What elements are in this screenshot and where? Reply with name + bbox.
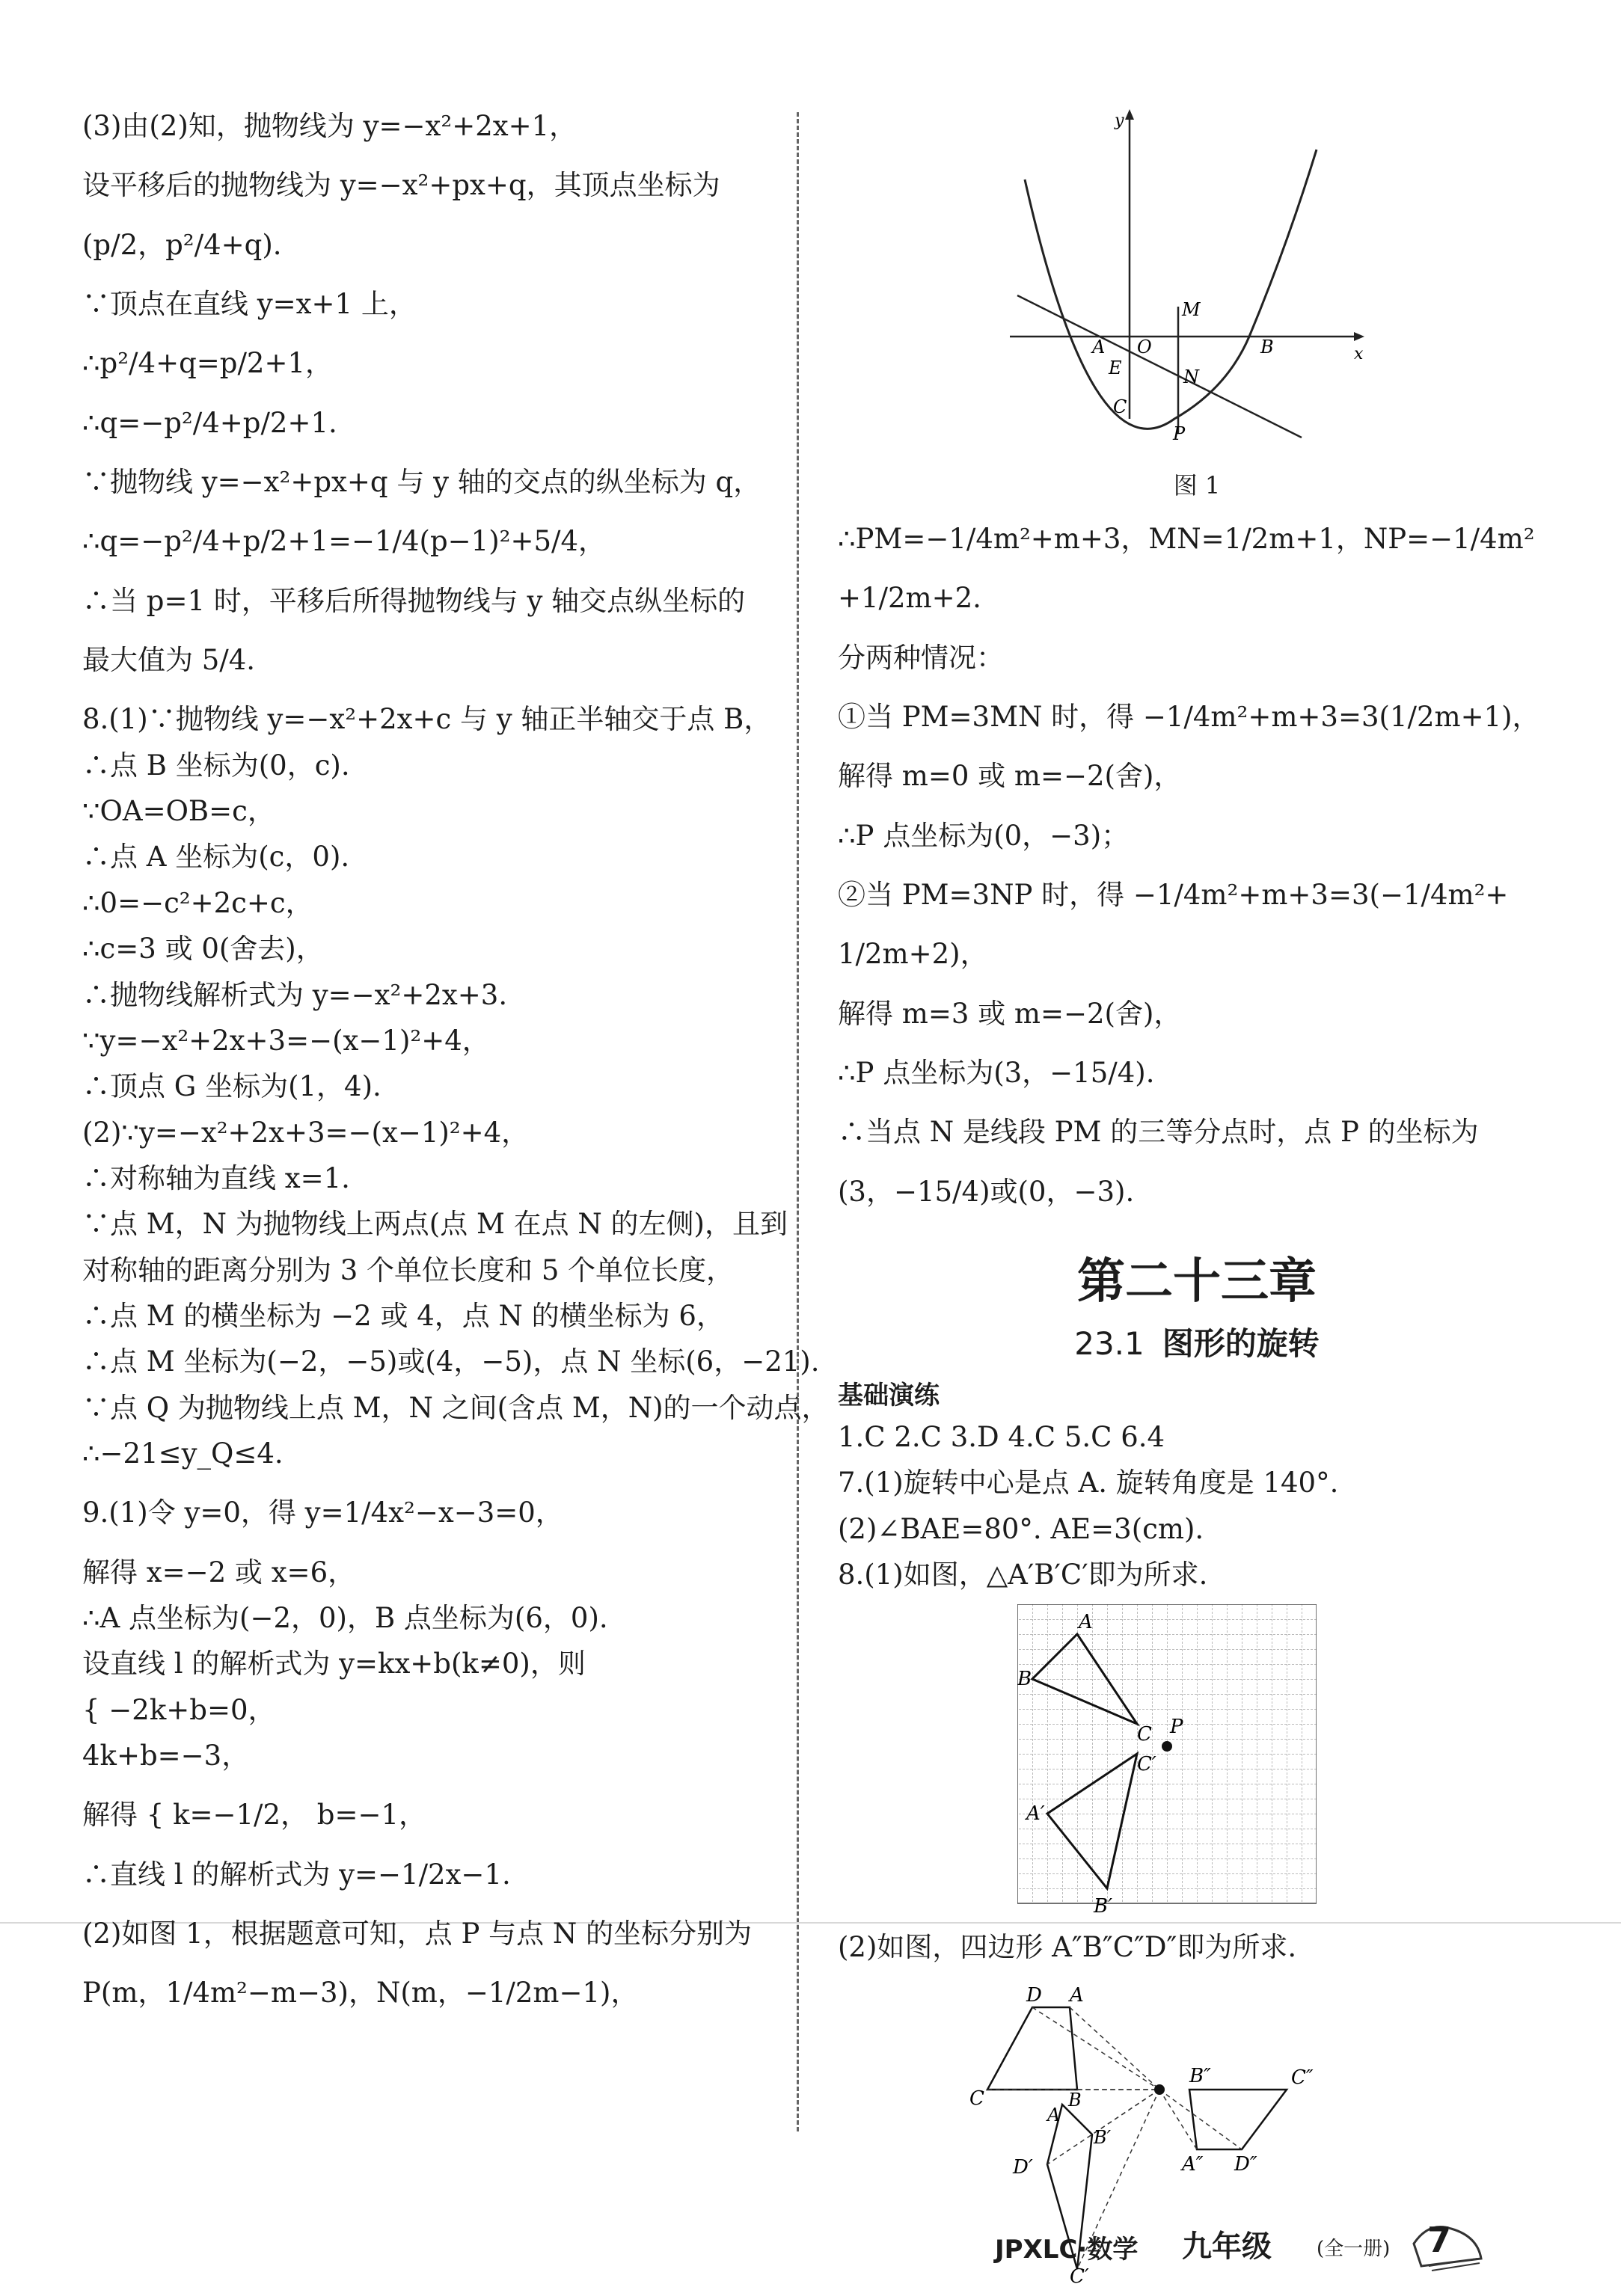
label-d: D [1026,1984,1042,2007]
text-line: ②当 PM=3NP 时，得 −1/4m²+m+3=3(−1/4m²+ [838,879,1509,912]
point-p [1162,1741,1172,1752]
label-a-inner: A [1047,2104,1061,2125]
text-line: ∴点 B 坐标为(0，c). [82,749,350,782]
rotation-center [1154,2084,1165,2095]
construction-line [1159,2090,1242,2149]
construction-line [1070,2007,1159,2090]
text-line: ∴−21≤y_Q≤4. [82,1437,284,1470]
label-c: C [969,2087,984,2110]
answer-line: 1.C 2.C 3.D 4.C 5.C 6.4 [838,1421,1165,1454]
label-e: E [1109,357,1122,378]
label-c: C [1113,396,1127,417]
text-line: ∴q=−p²/4+p/2+1=−1/4(p−1)²+5/4， [82,525,607,558]
label-b-inner: B [1068,2089,1082,2111]
right-column [838,105,1556,2284]
label-b: B [1017,1667,1032,1690]
text-line: ∵OA=OB=c， [82,795,275,828]
label-o: O [1137,337,1152,357]
section-name: 图形的旋转 [1162,1325,1320,1363]
text-line: 4k+b=−3， [82,1740,250,1772]
figure-2-grid-rotation [1017,1604,1317,1918]
text-line: (3，−15/4)或(0，−3). [838,1175,1135,1208]
text-line: ∴A 点坐标为(−2，0)，B 点坐标为(6，0). [82,1601,608,1634]
text-line: ∴抛物线解析式为 y=−x²+2x+3. [82,978,508,1011]
left-column [82,105,830,2031]
text-line: 9.(1)令 y=0，得 y=1/4x²−x−3=0， [82,1497,563,1529]
figure-1-parabola [1002,105,1391,464]
parabola-curve [1025,150,1317,429]
text-line: 解得 x=−2 或 x=6， [82,1556,356,1589]
text-line: ∵y=−x²+2x+3=−(x−1)²+4， [82,1024,490,1057]
label-p: P [1173,423,1186,444]
text-line: (2)如图 1，根据题意可知，点 P 与点 N 的坐标分别为 [82,1918,753,1950]
label-a: A [1079,1610,1093,1633]
text-line: ∴p²/4+q=p/2+1， [82,347,333,380]
quadrilateral-abcd [987,2007,1077,2090]
figure-1-caption: 图 1 [1173,471,1221,500]
book-code: JPXLC·数学 [995,2235,1139,2265]
label-c-prime: C′ [1137,1752,1156,1775]
answer-line: 7.(1)旋转中心是点 A. 旋转角度是 140°. [838,1467,1339,1500]
chapter-title: 第二十三章 [1077,1254,1317,1310]
text-line: 设直线 l 的解析式为 y=kx+b(k≠0)，则 [82,1648,586,1680]
text-line: ∴直线 l 的解析式为 y=−1/2x−1. [82,1858,511,1891]
label-c: C [1137,1722,1152,1746]
label-b-prime: B′ [1094,1894,1113,1918]
label-n: N [1183,366,1199,387]
label-a-double-prime: A″ [1182,2152,1204,2176]
text-line: ∴对称轴为直线 x=1. [82,1161,350,1194]
label-a-prime: A′ [1026,1802,1045,1825]
text-line: 解得 m=0 或 m=−2(舍)， [838,760,1182,793]
text-line: 设平移后的抛物线为 y=−x²+px+q，其顶点坐标为 [82,169,720,202]
label-d-double-prime: D″ [1234,2152,1257,2176]
text-line: 分两种情况： [838,641,1004,674]
text-line: 最大值为 5/4. [82,644,256,677]
text-line: ∴点 A 坐标为(c，0). [82,841,350,874]
text-line: P(m，1/4m²−m−3)，N(m，−1/2m−1)， [82,1977,639,2010]
text-line: ∴点 M 坐标为(−2，−5)或(4，−5)，点 N 坐标(6，−21). [82,1345,820,1378]
text-line: (3)由(2)知，抛物线为 y=−x²+2x+1， [82,110,577,142]
text-line: ∴P 点坐标为(3，−15/4). [838,1057,1155,1090]
text-line: (2)如图，四边形 A″B″C″D″即为所求. [838,1930,1297,1963]
label-b-prime: B′ [1094,2126,1112,2148]
text-line: ∵顶点在直线 y=x+1 上， [82,288,417,321]
text-line: 对称轴的距离分别为 3 个单位长度和 5 个单位长度， [82,1253,735,1286]
label-b: B [1260,337,1274,357]
text-line: ∴点 M 的横坐标为 −2 或 4，点 N 的横坐标为 6， [82,1299,724,1332]
text-line: ∴当点 N 是线段 PM 的三等分点时，点 P 的坐标为 [838,1116,1479,1149]
label-x: x [1354,345,1364,363]
text-line: 8.(1)∵抛物线 y=−x²+2x+c 与 y 轴正半轴交于点 B， [82,703,772,736]
text-line: { −2k+b=0， [82,1693,276,1726]
label-c-prime: C′ [1070,2265,1089,2284]
page-number: 7 [1427,2220,1452,2260]
label-a: A [1070,1984,1084,2007]
text-line: ∴顶点 G 坐标为(1，4). [82,1070,381,1103]
line-l [1017,295,1302,438]
y-axis-arrow [1125,109,1134,120]
subhead-basic-practice: 基础演练 [838,1381,940,1411]
text-line: ∵抛物线 y=−x²+px+q 与 y 轴的交点的纵坐标为 q， [82,466,762,499]
text-line: 解得 { k=−1/2， b=−1， [82,1799,427,1832]
text-line: ∵点 M，N 为抛物线上两点(点 M 在点 N 的左侧)，且到 [82,1208,788,1241]
label-m: M [1182,299,1201,320]
label-b-double-prime: B″ [1189,2064,1211,2087]
label-y: y [1115,111,1124,130]
label-p: P [1170,1715,1183,1738]
label-a: A [1092,337,1106,357]
text-line: 1/2m+2)， [838,938,988,971]
label-d-prime: D′ [1013,2155,1033,2179]
answer-line: 8.(1)如图，△A′B′C′即为所求. [838,1559,1208,1591]
text-line: ∴PM=−1/4m²+m+3，MN=1/2m+1，NP=−1/4m² [838,523,1535,555]
text-line: ∴c=3 或 0(舍去)， [82,933,324,966]
text-line: ∵点 Q 为抛物线上点 M，N 之间(含点 M，N)的一个动点， [82,1391,830,1424]
text-line: ∴q=−p²/4+p/2+1. [82,406,337,439]
text-line: (p/2，p²/4+q). [82,228,282,261]
volume-label: (全一册) [1317,2238,1391,2260]
text-line: 解得 m=3 或 m=−2(舍)， [838,997,1182,1030]
construction-line [1032,2007,1159,2090]
grade-label: 九年级 [1182,2229,1272,2264]
text-line: ∴0=−c²+2c+c， [82,886,313,919]
text-line: (2)∵y=−x²+2x+3=−(x−1)²+4， [82,1116,530,1149]
text-line: +1/2m+2. [838,582,981,615]
text-line: ∴当 p=1 时，平移后所得抛物线与 y 轴交点纵坐标的 [82,584,746,617]
x-axis-arrow [1354,332,1364,341]
column-divider [797,112,799,2131]
text-line: ①当 PM=3MN 时，得 −1/4m²+m+3=3(1/2m+1)， [838,701,1540,734]
section-number: 23.1 [1074,1325,1144,1363]
section-title [838,1319,1556,1364]
answer-line: (2)∠BAE=80°. AE=3(cm). [838,1512,1204,1545]
page-footer [995,2214,1593,2274]
text-line: ∴P 点坐标为(0，−3)； [838,819,1130,852]
label-c-double-prime: C″ [1291,2066,1314,2089]
quadrilateral-a2b2c2d2 [1189,2090,1287,2149]
